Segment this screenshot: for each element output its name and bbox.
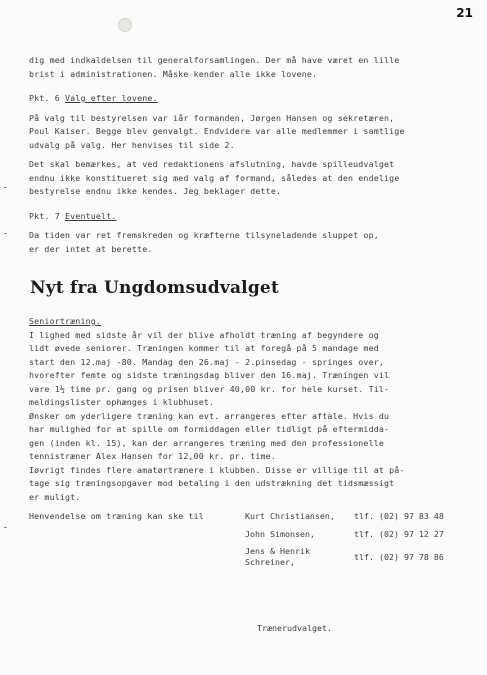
margin-mark [4,233,7,234]
agenda-label: Pkt. 7 [29,210,60,221]
agenda-item-7 [29,210,469,224]
contact-list [29,510,469,584]
text-line: Poul Kaiser. Begge blev genvalgt. Endvidere var alle medlemmer i samtlige [29,126,405,136]
text-line: Ønsker om yderligere træning kan evt. arrangeres efter aftale. Hvis du [29,410,390,421]
text-line: vare 1½ time pr. gang og prisen bliver 40,00 kr. for hele kurset. Til- [29,383,390,394]
paragraph-election [29,112,469,153]
agenda-title: Valg efter lovene. [65,93,158,103]
contact-name: John Simonsen, [245,529,315,539]
text-line: er der intet at berette. [29,243,153,254]
text-line: har mulighed for at spille om formiddagen eller tidligt på eftermidda- [29,424,390,434]
punch-hole [118,18,132,32]
contact-phone: tlf. (02) 97 12 27 [354,529,444,539]
paragraph-training [29,329,469,505]
contact-name: Kurt Christiansen, [245,511,335,521]
text-line: Iøvrigt findes flere amatørtrænere i klubben. Disse er villige til at på- [29,464,405,475]
text-line: meldingslister ophænges i klubhuset. [29,397,215,407]
contact-name: Schreiner, [245,557,295,567]
subheading: Seniortræning. [29,316,102,326]
text-line: tennistræner Alex Hansen for 12,00 kr. pr. time. [29,451,276,461]
text-line: Da tiden var ret fremskreden og kræfterne tilsyneladende sluppet op, [29,230,379,240]
text-line: start den 12.maj -80. Mandag den 26.maj - 2.pinsedag - springes over, [29,356,385,367]
margin-mark [4,527,7,528]
contact-phone: tlf. (02) 97 78 86 [354,552,444,562]
document-body [29,54,469,584]
text-line: hvorefter femte og sidste træningsdag bliver den 16.maj. Træningen vil [29,370,390,380]
text-line: tage sig træningsopgaver mod betaling i den udstrækning det tidsmæssigt [29,478,395,488]
text-line: Det skal bemærkes, at ved redaktionens afslutning, havde spilleudvalget [29,159,395,169]
agenda-label: Pkt. 6 [29,93,60,103]
text-line: gen (inden kl. 15), kan der arrangeres træning med den professionelle [29,437,385,448]
page-number: 21 [456,6,473,20]
contact-intro: Henvendelse om træning kan ske til [29,511,204,521]
text-line: endnu ikke konstitueret sig med valg af formand, således at den endelige [29,172,400,183]
text-line: lidt øvede seniorer. Træningen kommer til at foregå på 5 mandage med [29,343,379,353]
section-heading: Nyt fra Ungdomsudvalget [30,278,279,298]
margin-mark [4,187,7,188]
text-line: bestyrelse endnu ikke kendes. Jeg beklager dette. [29,186,282,196]
paragraph-board-note [29,158,469,199]
text-line: På valg til bestyrelsen var iår formanden, Jørgen Hansen og sekretæren, [29,112,395,123]
text-line: udvalg på valg. Her henvises til side 2. [29,139,235,150]
text-line: brist i administrationen. Måske kender alle ikke lovene. [29,68,318,79]
text-line: dig med indkaldelsen til generalforsamlingen. Der må have været en lille [29,55,400,65]
text-line: I lighed med sidste år vil der blive afholdt træning af begyndere og [29,329,379,340]
contact-phone: tlf. (02) 97 83 48 [354,511,444,521]
signature: Trænerudvalget. [257,623,332,633]
paragraph-misc [29,229,469,256]
agenda-item-6 [29,92,469,106]
paragraph-intro [29,54,469,81]
agenda-title: Eventuelt. [65,210,117,221]
contact-name: Jens & Henrik [245,546,310,556]
text-line: er muligt. [29,491,81,502]
